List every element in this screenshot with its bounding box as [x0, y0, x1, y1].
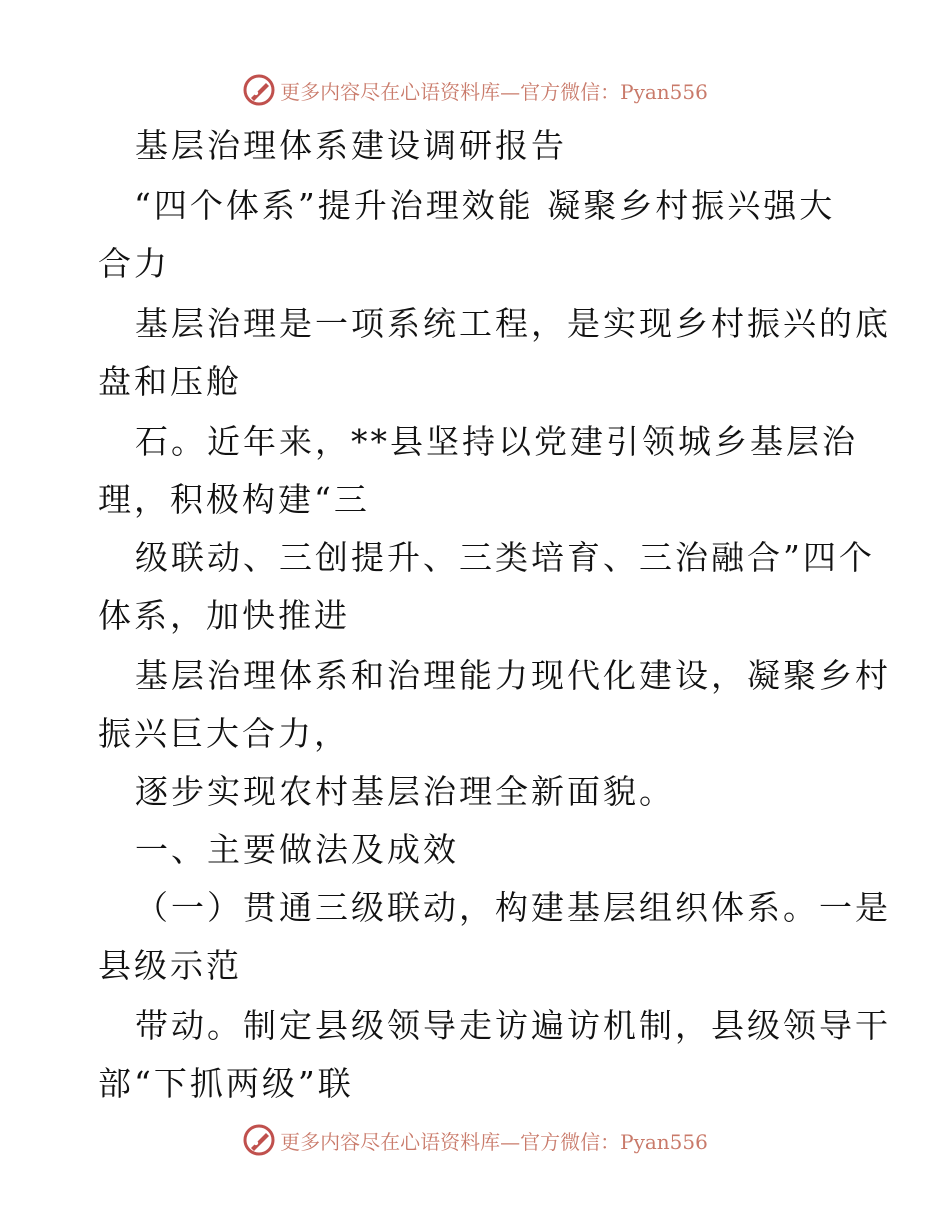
text-line: 逐步实现农村基层治理全新面貌。 — [135, 772, 675, 811]
text-line: 理，积极构建“三 — [98, 480, 370, 519]
text-line: （一）贯通三级联动，构建基层组织体系。一是 — [135, 888, 891, 927]
text-line: 体系，加快推进 — [98, 596, 350, 635]
watermark-banner-bottom — [0, 1120, 950, 1160]
text-line: 石。近年来，**县坚持以党建引领城乡基层治 — [135, 422, 858, 461]
section-heading: 一、主要做法及成效 — [135, 830, 459, 869]
watermark-text: 更多内容尽在心语资料库—官方微信：Pyan556 — [280, 79, 708, 104]
text-line: 县级示范 — [98, 946, 242, 985]
text-line: 合力 — [98, 244, 170, 283]
document-subtitle: “四个体系”提升治理效能 凝聚乡村振兴强大 — [134, 186, 836, 225]
pen-logo-icon — [242, 1123, 276, 1157]
pen-logo-icon — [242, 73, 276, 107]
document-title: 基层治理体系建设调研报告 — [135, 126, 567, 165]
watermark-text: 更多内容尽在心语资料库—官方微信：Pyan556 — [280, 1129, 708, 1154]
watermark-banner-top — [0, 70, 950, 110]
text-line: 带动。制定县级领导走访遍访机制，县级领导干 — [135, 1006, 891, 1045]
text-line: 级联动、三创提升、三类培育、三治融合”四个 — [135, 538, 875, 577]
text-line: 基层治理体系和治理能力现代化建设，凝聚乡村 — [135, 656, 891, 695]
text-line: 振兴巨大合力， — [98, 714, 350, 753]
text-line: 部“下抓两级”联 — [98, 1064, 354, 1103]
text-line: 基层治理是一项系统工程，是实现乡村振兴的底 — [135, 304, 891, 343]
text-line: 盘和压舱 — [98, 362, 242, 401]
